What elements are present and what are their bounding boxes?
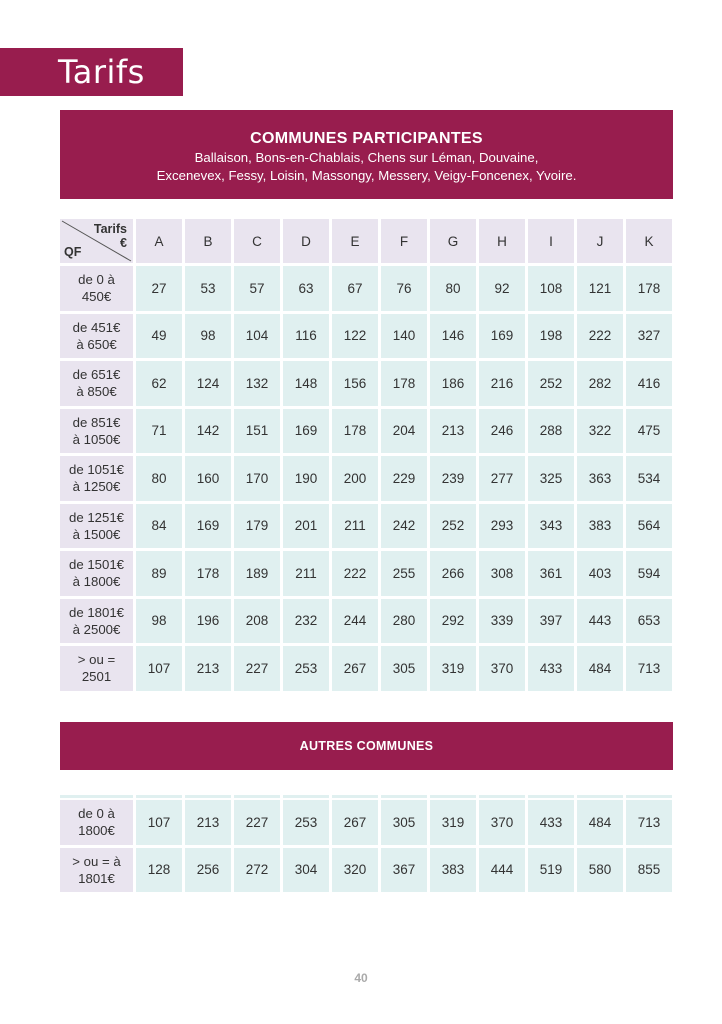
price-cell: 227	[234, 646, 280, 691]
price-cell: 320	[332, 848, 378, 893]
price-cell: 343	[528, 504, 574, 549]
price-cell: 325	[528, 456, 574, 501]
price-cell: 252	[528, 361, 574, 406]
price-cell: 222	[577, 314, 623, 359]
price-cell: 169	[479, 314, 525, 359]
qf-range-cell	[60, 266, 133, 311]
price-cell: 253	[283, 800, 329, 845]
price-cell: 62	[136, 361, 182, 406]
price-cell: 178	[185, 551, 231, 596]
qf-range-line1: de 851€	[72, 414, 121, 430]
price-cell: 272	[234, 848, 280, 893]
price-cell: 156	[332, 361, 378, 406]
price-cell: 208	[234, 599, 280, 644]
price-cell: 403	[577, 551, 623, 596]
qf-range-line2: à 1050€	[72, 431, 121, 447]
price-cell: 397	[528, 599, 574, 644]
qf-range-cell	[60, 551, 133, 596]
other-heading: AUTRES COMMUNES	[299, 739, 434, 753]
price-cell: 121	[577, 266, 623, 311]
table-row	[60, 599, 672, 644]
qf-range-line2: à 850€	[76, 384, 117, 400]
price-cell: 53	[185, 266, 231, 311]
price-cell: 327	[626, 314, 672, 359]
price-cell: 107	[136, 646, 182, 691]
price-cell: 178	[332, 409, 378, 454]
price-cell: 140	[381, 314, 427, 359]
price-cell: 713	[626, 800, 672, 845]
price-cell: 444	[479, 848, 525, 893]
price-cell: 252	[430, 504, 476, 549]
price-cell: 196	[185, 599, 231, 644]
price-cell: 146	[430, 314, 476, 359]
qf-range-line2: 450€	[81, 289, 112, 305]
price-cell: 204	[381, 409, 427, 454]
table-row	[60, 409, 672, 454]
corner-euro-text: €	[120, 236, 127, 250]
price-cell: 266	[430, 551, 476, 596]
price-cell: 653	[626, 599, 672, 644]
price-cell: 169	[185, 504, 231, 549]
table-row	[60, 456, 672, 501]
price-cell: 169	[283, 409, 329, 454]
price-cell: 367	[381, 848, 427, 893]
qf-range-cell	[60, 646, 133, 691]
table-row	[60, 504, 672, 549]
price-cell: 288	[528, 409, 574, 454]
price-cell: 383	[577, 504, 623, 549]
price-cell: 305	[381, 800, 427, 845]
qf-range-line2: à 2500€	[72, 621, 121, 637]
qf-range-cell	[60, 504, 133, 549]
price-cell: 363	[577, 456, 623, 501]
table-row	[60, 314, 672, 359]
price-cell: 213	[185, 646, 231, 691]
column-header: H	[479, 219, 525, 263]
page-number: 40	[354, 971, 368, 985]
column-header: E	[332, 219, 378, 263]
price-cell: 239	[430, 456, 476, 501]
page-title: Tarifs	[0, 48, 183, 96]
price-cell: 242	[381, 504, 427, 549]
price-cell: 292	[430, 599, 476, 644]
qf-range-line1: de 1501€	[68, 557, 124, 573]
qf-range-cell	[60, 599, 133, 644]
price-cell: 304	[283, 848, 329, 893]
qf-range-line1: > ou = à	[72, 853, 121, 869]
price-cell: 713	[626, 646, 672, 691]
price-cell: 116	[283, 314, 329, 359]
price-cell: 253	[283, 646, 329, 691]
qf-range-cell	[60, 848, 133, 893]
column-header: F	[381, 219, 427, 263]
qf-range-line1: de 1251€	[68, 509, 124, 525]
price-cell: 246	[479, 409, 525, 454]
price-cell: 280	[381, 599, 427, 644]
price-cell: 255	[381, 551, 427, 596]
price-cell: 267	[332, 800, 378, 845]
qf-range-line2: à 1250€	[72, 479, 121, 495]
qf-range-cell	[60, 409, 133, 454]
price-cell: 229	[381, 456, 427, 501]
qf-range-line1: de 451€	[72, 319, 121, 335]
price-cell: 124	[185, 361, 231, 406]
price-cell: 142	[185, 409, 231, 454]
price-cell: 89	[136, 551, 182, 596]
price-cell: 564	[626, 504, 672, 549]
qf-range-cell	[60, 456, 133, 501]
price-cell: 319	[430, 646, 476, 691]
price-cell: 484	[577, 800, 623, 845]
qf-range-line2: 1800€	[78, 823, 115, 839]
price-cell: 132	[234, 361, 280, 406]
price-cell: 370	[479, 800, 525, 845]
price-cell: 148	[283, 361, 329, 406]
price-cell: 80	[430, 266, 476, 311]
corner-label-qf: QF	[64, 245, 82, 259]
price-cell: 190	[283, 456, 329, 501]
table-row	[60, 848, 672, 893]
price-cell: 339	[479, 599, 525, 644]
price-cell: 98	[136, 599, 182, 644]
price-cell: 151	[234, 409, 280, 454]
price-cell: 308	[479, 551, 525, 596]
price-cell: 104	[234, 314, 280, 359]
table-row	[60, 800, 672, 845]
price-cell: 244	[332, 599, 378, 644]
qf-range-line1: de 1801€	[68, 604, 124, 620]
price-cell: 443	[577, 599, 623, 644]
price-cell: 107	[136, 800, 182, 845]
price-cell: 49	[136, 314, 182, 359]
qf-range-line1: de 0 à	[78, 272, 115, 288]
price-cell: 534	[626, 456, 672, 501]
qf-range-line2: à 1500€	[72, 526, 121, 542]
price-cell: 76	[381, 266, 427, 311]
column-header: J	[577, 219, 623, 263]
table-header-row	[60, 219, 672, 263]
table-row	[60, 646, 672, 691]
price-cell: 67	[332, 266, 378, 311]
price-cell: 322	[577, 409, 623, 454]
price-cell: 27	[136, 266, 182, 311]
price-cell: 63	[283, 266, 329, 311]
corner-header-cell	[60, 219, 133, 263]
column-header: I	[528, 219, 574, 263]
qf-range-cell	[60, 800, 133, 845]
price-cell: 433	[528, 800, 574, 845]
qf-range-line2: à 650€	[76, 336, 117, 352]
price-cell: 128	[136, 848, 182, 893]
corner-label-tarifs	[94, 222, 127, 250]
qf-range-line2: à 1800€	[72, 574, 121, 590]
price-cell: 213	[185, 800, 231, 845]
price-cell: 594	[626, 551, 672, 596]
corner-tarifs-text: Tarifs	[93, 222, 127, 236]
qf-range-line1: de 651€	[72, 367, 121, 383]
price-cell: 370	[479, 646, 525, 691]
price-cell: 189	[234, 551, 280, 596]
qf-range-line1: de 0 à	[78, 806, 115, 822]
price-cell: 201	[283, 504, 329, 549]
table-row	[60, 551, 672, 596]
price-cell: 200	[332, 456, 378, 501]
price-cell: 98	[185, 314, 231, 359]
price-cell: 178	[626, 266, 672, 311]
column-header: G	[430, 219, 476, 263]
price-cell: 84	[136, 504, 182, 549]
participating-communes-banner	[60, 110, 673, 199]
column-header: K	[626, 219, 672, 263]
price-cell: 267	[332, 646, 378, 691]
price-cell: 122	[332, 314, 378, 359]
column-header: A	[136, 219, 182, 263]
price-cell: 186	[430, 361, 476, 406]
price-cell: 256	[185, 848, 231, 893]
price-cell: 416	[626, 361, 672, 406]
price-cell: 305	[381, 646, 427, 691]
qf-range-line1: > ou =	[77, 652, 116, 668]
column-header: D	[283, 219, 329, 263]
price-cell: 282	[577, 361, 623, 406]
qf-range-cell	[60, 361, 133, 406]
price-cell: 92	[479, 266, 525, 311]
tarifs-table-other	[57, 797, 675, 895]
other-communes-banner	[60, 722, 673, 770]
qf-range-cell	[60, 314, 133, 359]
table-row	[60, 266, 672, 311]
price-cell: 198	[528, 314, 574, 359]
price-cell: 57	[234, 266, 280, 311]
price-cell: 484	[577, 646, 623, 691]
price-cell: 319	[430, 800, 476, 845]
price-cell: 216	[479, 361, 525, 406]
qf-range-line2: 2501	[81, 669, 112, 685]
table-row	[60, 361, 672, 406]
column-header: B	[185, 219, 231, 263]
price-cell: 232	[283, 599, 329, 644]
participating-heading: COMMUNES PARTICIPANTES	[250, 130, 483, 147]
price-cell: 160	[185, 456, 231, 501]
qf-range-line1: de 1051€	[68, 462, 124, 478]
price-cell: 213	[430, 409, 476, 454]
price-cell: 211	[332, 504, 378, 549]
price-cell: 108	[528, 266, 574, 311]
price-cell: 361	[528, 551, 574, 596]
price-cell: 178	[381, 361, 427, 406]
price-cell: 580	[577, 848, 623, 893]
price-cell: 211	[283, 551, 329, 596]
price-cell: 433	[528, 646, 574, 691]
price-cell: 227	[234, 800, 280, 845]
price-cell: 170	[234, 456, 280, 501]
price-cell: 293	[479, 504, 525, 549]
price-cell: 855	[626, 848, 672, 893]
participating-list-line2: Excenevex, Fessy, Loisin, Massongy, Messery, Veigy-Foncenex, Yvoire.	[156, 168, 577, 183]
participating-list-line1: Ballaison, Bons-en-Chablais, Chens sur Léman, Douvaine,	[194, 150, 539, 165]
price-cell: 222	[332, 551, 378, 596]
price-cell: 383	[430, 848, 476, 893]
price-cell: 519	[528, 848, 574, 893]
price-cell: 80	[136, 456, 182, 501]
qf-range-line2: 1801€	[78, 870, 115, 886]
column-header: C	[234, 219, 280, 263]
price-cell: 71	[136, 409, 182, 454]
price-cell: 179	[234, 504, 280, 549]
tarifs-table-participating	[57, 216, 675, 694]
price-cell: 277	[479, 456, 525, 501]
price-cell: 475	[626, 409, 672, 454]
